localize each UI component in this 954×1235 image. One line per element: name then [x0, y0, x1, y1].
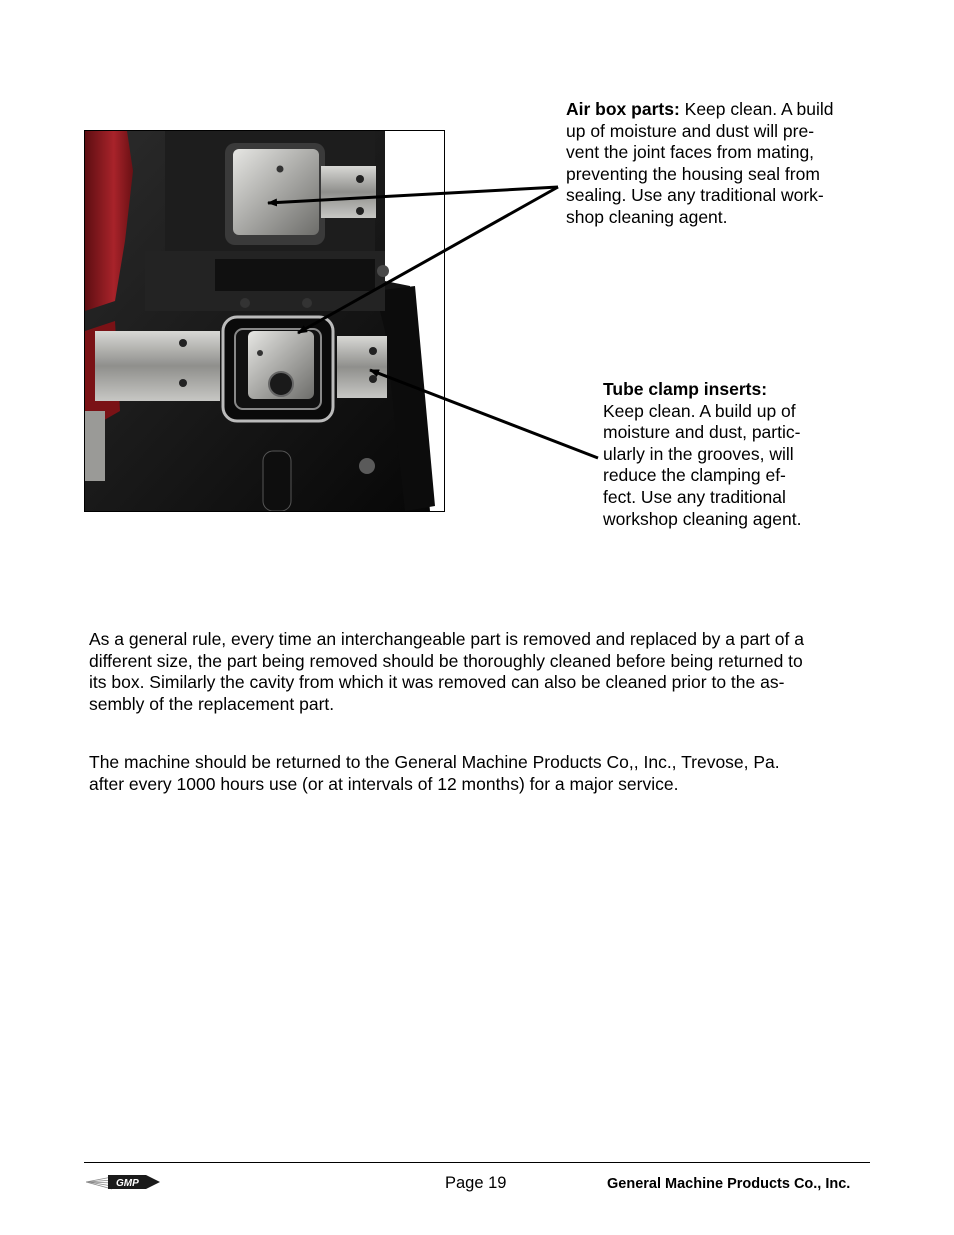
tube-clamp-line-4: reduce the clamping ef- — [603, 465, 786, 486]
machine-photo — [84, 130, 445, 512]
paragraph-line: its box. Similarly the cavity from which it was removed can also be cleaned prior to the as- — [89, 672, 785, 693]
cleaning-rule-paragraph — [89, 629, 864, 715]
air-box-line-6: shop cleaning agent. — [566, 206, 728, 227]
machine-photo-illustration — [85, 131, 444, 511]
tube-clamp-line-2: moisture and dust, partic- — [603, 422, 801, 443]
tube-clamp-line-3: ularly in the grooves, will — [603, 443, 794, 464]
tube-clamp-callout — [603, 379, 833, 530]
tube-clamp-line-1: Keep clean. A build up of — [603, 400, 796, 421]
page-number: Page 19 — [445, 1174, 507, 1192]
company-name: General Machine Products Co., Inc. — [607, 1176, 851, 1192]
air-box-heading: Air box parts: — [566, 99, 680, 119]
gmp-logo-icon — [86, 1171, 162, 1193]
logo-text: GMP — [116, 1178, 139, 1189]
air-box-callout — [566, 99, 866, 229]
air-box-line-1: Keep clean. A build — [679, 99, 834, 119]
paragraph-line: after every 1000 hours use (or at intervals of 12 months) for a major service. — [89, 773, 679, 794]
tube-clamp-heading: Tube clamp inserts: — [603, 379, 768, 399]
air-box-line-5: sealing. Use any traditional work- — [566, 185, 824, 206]
air-box-line-3: vent the joint faces from mating, — [566, 142, 815, 163]
tube-clamp-line-5: fect. Use any traditional — [603, 486, 786, 507]
paragraph-line: As a general rule, every time an interchangeable part is removed and replaced by a part of a — [89, 629, 804, 649]
air-box-line-2: up of moisture and dust will pre- — [566, 120, 815, 141]
service-interval-paragraph — [89, 752, 864, 795]
paragraph-line: sembly of the replacement part. — [89, 693, 335, 714]
paragraph-line: The machine should be returned to the General Machine Products Co,, Inc., Trevose, Pa. — [89, 752, 780, 772]
air-box-line-4: preventing the housing seal from — [566, 163, 820, 184]
footer-divider — [84, 1162, 870, 1163]
tube-clamp-line-6: workshop cleaning agent. — [603, 508, 802, 529]
paragraph-line: different size, the part being removed should be thoroughly cleaned before being returned to — [89, 650, 803, 671]
